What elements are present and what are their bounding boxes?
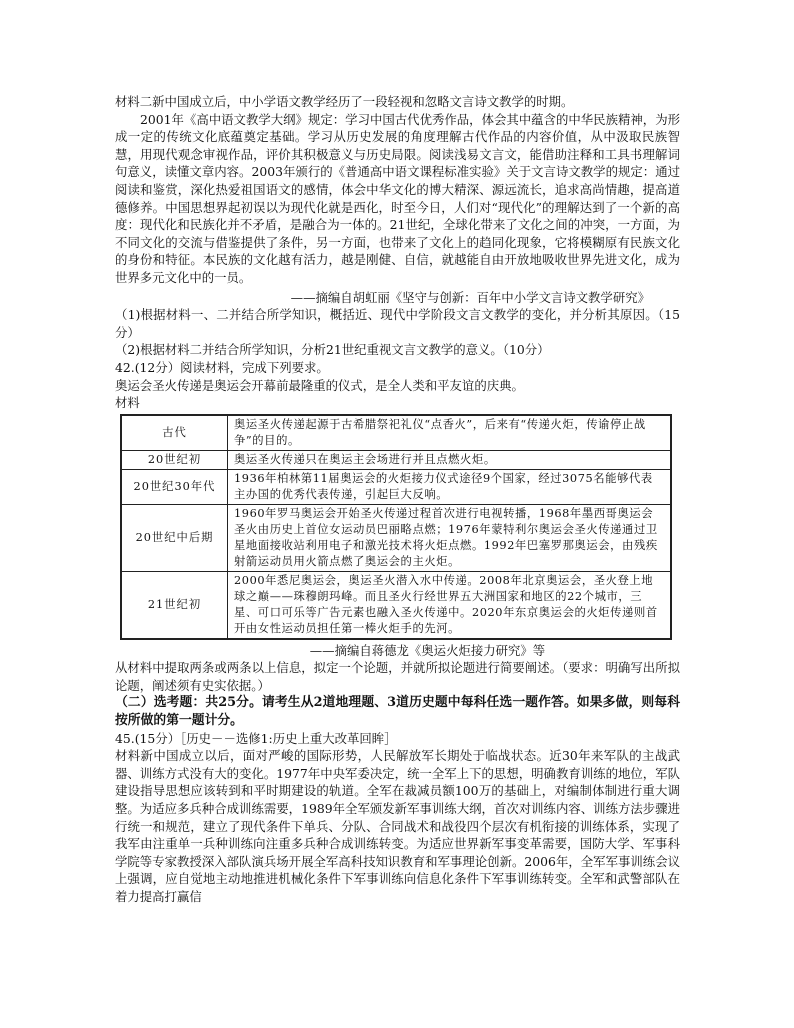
table-era-cell: 20世纪30年代 bbox=[121, 469, 228, 504]
material2-body: 2001年《高中语文教学大纲》规定：学习中国古代优秀作品，体会其中蕴含的中华民族精神，为形成一定的传统文化底蕴奠定基础。学习从历史发展的角度理解古代作品的内容价值，从中汲取民族智慧，用现代观念审视作品，评价其积极意义与历史局限。阅读浅易文言文，能借助注释和工具书理解词句意义，读懂文章内容。2003年颁行的《普通高中语文课程标准实验》关于文言诗文教学的规定：通过阅读和鉴赏，深化热爱祖国语文的感情，体会中华文化的博大精深、源远流长，追求高尚情趣，提高道德修养。中国思想界起初误以为现代化就是西化，时至今日，人们对“现代化”的理解达到了一个新的高度：现代化和民族化并不矛盾，是融合为一体的。21世纪，全球化带来了文化之间的冲突，一方面，为不同文化的交流与借鉴提供了条件，另一方面，也带来了文化上的趋同化现象，它将模糊原有民族文化的身份和特征。本民族的文化越有活力，越是刚健、自信，就越能自由开放地吸收世界先进文化，成为世界多元文化中的一员。 bbox=[115, 111, 680, 285]
material2-intro: 材料二新中国成立后，中小学语文教学经历了一段轻视和忽略文言诗文教学的时期。 bbox=[115, 94, 574, 109]
table-desc-cell: 1960年罗马奥运会开始圣火传递过程首次进行电视转播，1968年墨西哥奥运会圣火由历史上首位女运动员巴丽略点燃；1976年蒙特利尔奥运会圣火传递通过卫星地面接收站利用电子和激光技术将火炬点燃。1992年巴塞罗那奥运会，由残疾射箭运动员用火箭点燃了奥运会的主火炬。 bbox=[228, 504, 672, 571]
table-desc-cell: 2000年悉尼奥运会，奥运圣火潜入水中传递。2008年北京奥运会，圣火登上地球之巅——珠穆朗玛峰。而且圣火行经世界五大洲国家和地区的22个城市，三星、可口可乐等广告元素也融入圣火传递中。2020年东京奥运会的火炬传递则首开由女性运动员担任第一棒火炬手的先河。 bbox=[228, 571, 672, 639]
q42-task: 从材料中提取两条或两条以上信息，拟定一个论题，并就所拟论题进行简要阐述。（要求：明确写出所拟论题，阐述须有史实依据。） bbox=[115, 660, 680, 693]
table-row bbox=[121, 450, 671, 469]
table-row bbox=[121, 504, 671, 571]
question-1: （1)根据材料一、二并结合所学知识，概括近、现代中学阶段文言文教学的变化，并分析其原因。（15分） bbox=[115, 307, 680, 340]
q45-header: 45.(15分）［历史－－选修1:历史上重大改革回眸］ bbox=[115, 730, 397, 746]
table-row bbox=[121, 571, 671, 639]
table-era-cell: 21世纪初 bbox=[121, 571, 228, 639]
q42-header: 42.(12分）阅读材料，完成下列要求。 bbox=[115, 359, 329, 375]
exam-page bbox=[115, 93, 680, 906]
table-era-cell: 古代 bbox=[121, 415, 228, 451]
question-2: （2)根据材料二并结合所学知识，分析21世纪重视文言文教学的意义。（10分） bbox=[115, 342, 550, 358]
table-desc-cell: 奥运圣火传递只在奥运主会场进行并且点燃火炬。 bbox=[228, 450, 672, 469]
table-era-cell: 20世纪中后期 bbox=[121, 504, 228, 571]
table-row bbox=[121, 469, 671, 504]
table-era-cell: 20世纪初 bbox=[121, 450, 228, 469]
material2-citation: ——摘编自胡虹丽《坚守与创新：百年中小学文言诗文教学研究》 bbox=[290, 289, 650, 305]
q42-lead: 奥运会圣火传递是奥运会开幕前最隆重的仪式，是全人类和平友谊的庆典。 bbox=[115, 377, 524, 393]
torch-relay-table bbox=[120, 414, 672, 640]
table-desc-cell: 奥运圣火传递起源于古希腊祭祀礼仪“点香火”，后来有“传递火炬，传谕停止战争”的目的。 bbox=[228, 415, 672, 451]
q42-material-label: 材料 bbox=[115, 395, 140, 411]
table-desc-cell: 1936年柏林第11届奥运会的火炬接力仪式途径9个国家，经过3075名能够代表主办国的优秀代表传递，引起巨大反响。 bbox=[228, 469, 672, 504]
q45-body: 材料新中国成立以后，面对严峻的国际形势，人民解放军长期处于临战状态。近30年来军队的主战武器、训练方式没有大的变化。1977年中央军委决定，统一全军上下的思想，明确教育训练的地位，军队建设指导思想应该转到和平时期建设的轨道。全军在裁减员额100万的基础上，对编制体制进行重大调整。为适应多兵种合成训练需要，1989年全军颁发新军事训练大纲，首次对训练内容、训练方法步骤进行统一和规范，建立了现代条件下单兵、分队、合同战术和战役四个层次有机衔接的训练体系，实现了我军由注重单一兵种训练向注重多兵种合成训练转变。为适应世界新军事变革需要，国防大学、军事科学院等专家教授深入部队演兵场开展全军高科技知识教育和军事理论创新。2006年，全军军事训练会议上强调，应自觉地主动地推进机械化条件下军事训练向信息化条件下军事训练转变。全军和武警部队在着力提高打赢信 bbox=[115, 748, 680, 904]
table-row bbox=[121, 415, 671, 451]
section2-heading: （二）选考题：共25分。请考生从2道地理题、3道历史题中每科任选一题作答。如果多做，则每科按所做的第一题计分。 bbox=[115, 695, 680, 729]
q42-citation: ——摘编自蒋德龙《奥运火炬接力研究》等 bbox=[309, 642, 546, 658]
